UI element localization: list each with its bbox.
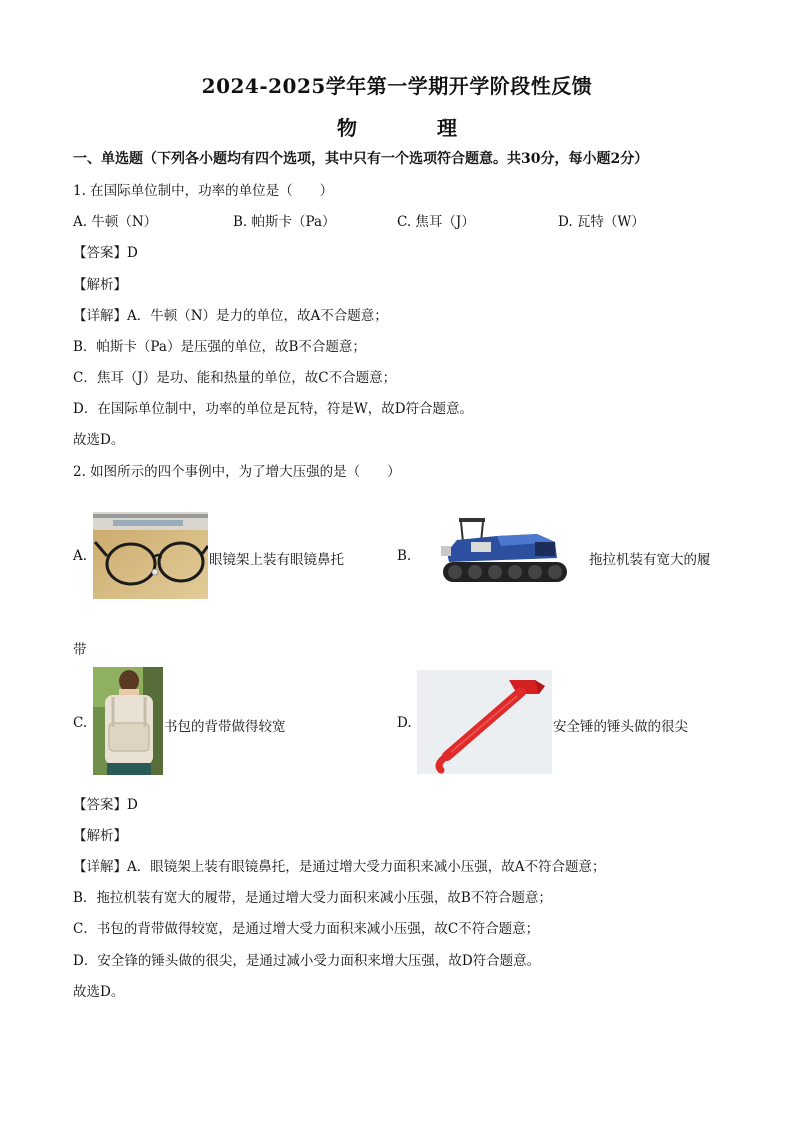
q1-detail-c: C．焦耳（J）是功、能和热量的单位，故C不合题意； — [73, 370, 397, 386]
q2-option-c-letter: C. — [73, 715, 88, 731]
q2-option-a-letter: A. — [73, 548, 88, 564]
q1-option-a: A. 牛顿（N） — [73, 214, 158, 230]
q1-stem: 1. 在国际单位制中，功率的单位是（ ） — [73, 183, 334, 199]
q1-detail-a: 【详解】A．牛顿（N）是力的单位，故A不合题意； — [73, 308, 388, 324]
q2-detail-c: C．书包的背带做得较宽，是通过增大受力面积来减小压强，故C不符合题意； — [73, 921, 540, 937]
q2-option-b-letter: B. — [397, 548, 412, 564]
tractor-image — [437, 512, 572, 590]
subject-char-2: 理 — [437, 116, 457, 140]
q1-option-c: C. 焦耳（J） — [397, 214, 475, 230]
q2-option-a-caption: 眼镜架上装有眼镜鼻托 — [209, 552, 344, 568]
section-heading: 一、单选题（下列各小题均有四个选项，其中只有一个选项符合题意。共30分，每小题2分） — [73, 151, 649, 167]
q1-option-b: B. 帕斯卡（Pa） — [233, 214, 336, 230]
q2-conclusion: 故选D。 — [73, 984, 125, 1000]
q2-answer: 【答案】D — [73, 797, 138, 813]
backpack-image — [93, 667, 163, 775]
q1-analysis-label: 【解析】 — [73, 277, 127, 293]
q1-answer: 【答案】D — [73, 245, 138, 261]
q2-detail-b: B．拖拉机装有宽大的履带，是通过增大受力面积来减小压强，故B不符合题意； — [73, 890, 552, 906]
q2-detail-a: 【详解】A．眼镜架上装有眼镜鼻托，是通过增大受力面积来减小压强，故A不符合题意； — [73, 859, 606, 875]
q2-option-b-caption-wrap: 带 — [73, 642, 87, 658]
q2-analysis-label: 【解析】 — [73, 828, 127, 844]
subject-title — [0, 112, 794, 141]
subject-char-1: 物 — [337, 116, 357, 140]
q1-detail-d: D．在国际单位制中，功率的单位是瓦特，符是W，故D符合题意。 — [73, 401, 474, 417]
q2-stem: 2. 如图所示的四个事例中，为了增大压强的是（ ） — [73, 464, 401, 480]
q2-option-d-caption: 安全锤的锤头做的很尖 — [553, 719, 688, 735]
q2-option-d-letter: D. — [397, 715, 412, 731]
q1-conclusion: 故选D。 — [73, 432, 125, 448]
q2-option-b-caption: 拖拉机装有宽大的履 — [589, 552, 711, 568]
q1-option-d: D. 瓦特（W） — [558, 214, 645, 230]
q2-option-c-caption: 书包的背带做得较宽 — [164, 719, 286, 735]
q1-detail-b: B．帕斯卡（Pa）是压强的单位，故B不合题意； — [73, 339, 366, 355]
safety-hammer-image — [417, 670, 552, 774]
document-title: 2024-2025学年第一学期开学阶段性反馈 — [201, 74, 593, 98]
q2-detail-d: D．安全锋的锤头做的很尖，是通过减小受力面积来增大压强，故D符合题意。 — [73, 953, 541, 969]
glasses-image — [93, 512, 208, 599]
